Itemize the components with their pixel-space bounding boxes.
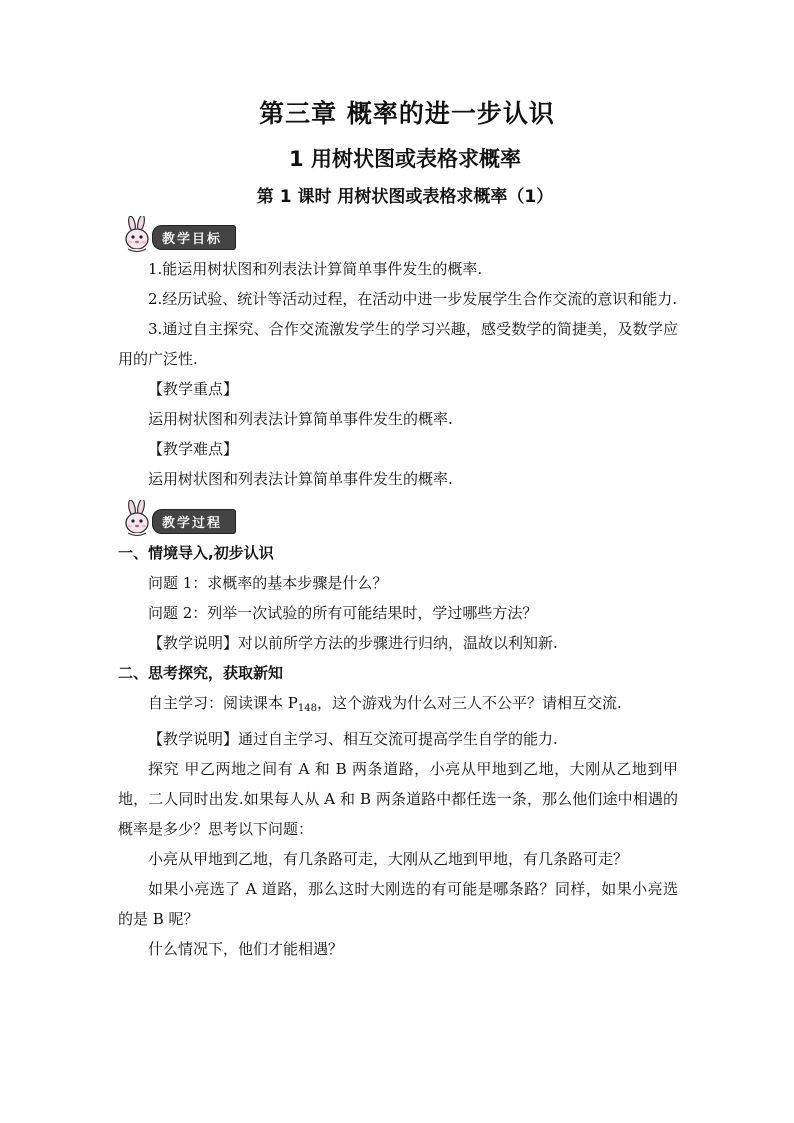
goals-banner-label: 教学目标 — [152, 225, 236, 250]
section-title: 1 用树状图或表格求概率 — [289, 147, 521, 171]
key-points-text: 运用树状图和列表法计算简单事件发生的概率. — [148, 410, 453, 428]
difficulty-label: 【教学难点】 — [148, 440, 239, 458]
self-study-pre: 自主学习：阅读课本 P — [148, 694, 298, 712]
page-number-subscript: 148 — [297, 703, 317, 714]
rabbit-mascot-icon — [120, 216, 154, 254]
explore-problem: 探究 甲乙两地之间有 A 和 B 两条道路，小亮从甲地到乙地，大刚从乙地到甲地，二人同时出发.如果每人从 A 和 B 两条道路中都任选一条，那么他们途中相遇的概率是多少？思考以下问题： — [118, 760, 678, 838]
question-1: 问题 1：求概率的基本步骤是什么？ — [148, 574, 388, 592]
self-study — [118, 688, 678, 724]
think-question-1: 小亮从甲地到乙地，有几条路可走，大刚从乙地到甲地，有几条路可走？ — [148, 850, 629, 868]
teaching-note-2: 【教学说明】通过自主学习、相互交流可提高学生自学的能力. — [148, 730, 558, 748]
goal-3: 3.通过自主探究、合作交流激发学生的学习兴趣，感受数学的简捷美，及数学应用的广泛性. — [118, 320, 678, 368]
goals-banner — [120, 214, 678, 254]
teaching-note-1: 【教学说明】对以前所学方法的步骤进行归纳，温故以利知新. — [148, 634, 558, 652]
key-points-label: 【教学重点】 — [148, 380, 239, 398]
goal-1: 1.能运用树状图和列表法计算简单事件发生的概率. — [148, 260, 483, 278]
self-study-post: ，这个游戏为什么对三人不公平？请相互交流. — [316, 694, 622, 712]
lesson-title: 第 1 课时 用树状图或表格求概率（1） — [256, 187, 554, 207]
process-banner-label: 教学过程 — [152, 509, 236, 534]
think-question-3: 什么情况下，他们才能相遇？ — [148, 940, 344, 958]
process-banner — [120, 498, 678, 538]
goal-2: 2.经历试验、统计等活动过程，在活动中进一步发展学生合作交流的意识和能力. — [148, 290, 678, 308]
think-question-2: 如果小亮选了 A 道路，那么这时大刚选的有可能是哪条路？同样，如果小亮选的是 B 呢？ — [118, 880, 678, 928]
chapter-title: 第三章 概率的进一步认识 — [259, 99, 555, 128]
difficulty-text: 运用树状图和列表法计算简单事件发生的概率. — [148, 470, 453, 488]
part2-heading: 二、思考探究，获取新知 — [118, 664, 284, 682]
document-content — [118, 96, 678, 964]
rabbit-mascot-icon — [120, 500, 154, 538]
part1-heading: 一、情境导入,初步认识 — [118, 544, 274, 562]
question-2: 问题 2：列举一次试验的所有可能结果时，学过哪些方法？ — [148, 604, 538, 622]
